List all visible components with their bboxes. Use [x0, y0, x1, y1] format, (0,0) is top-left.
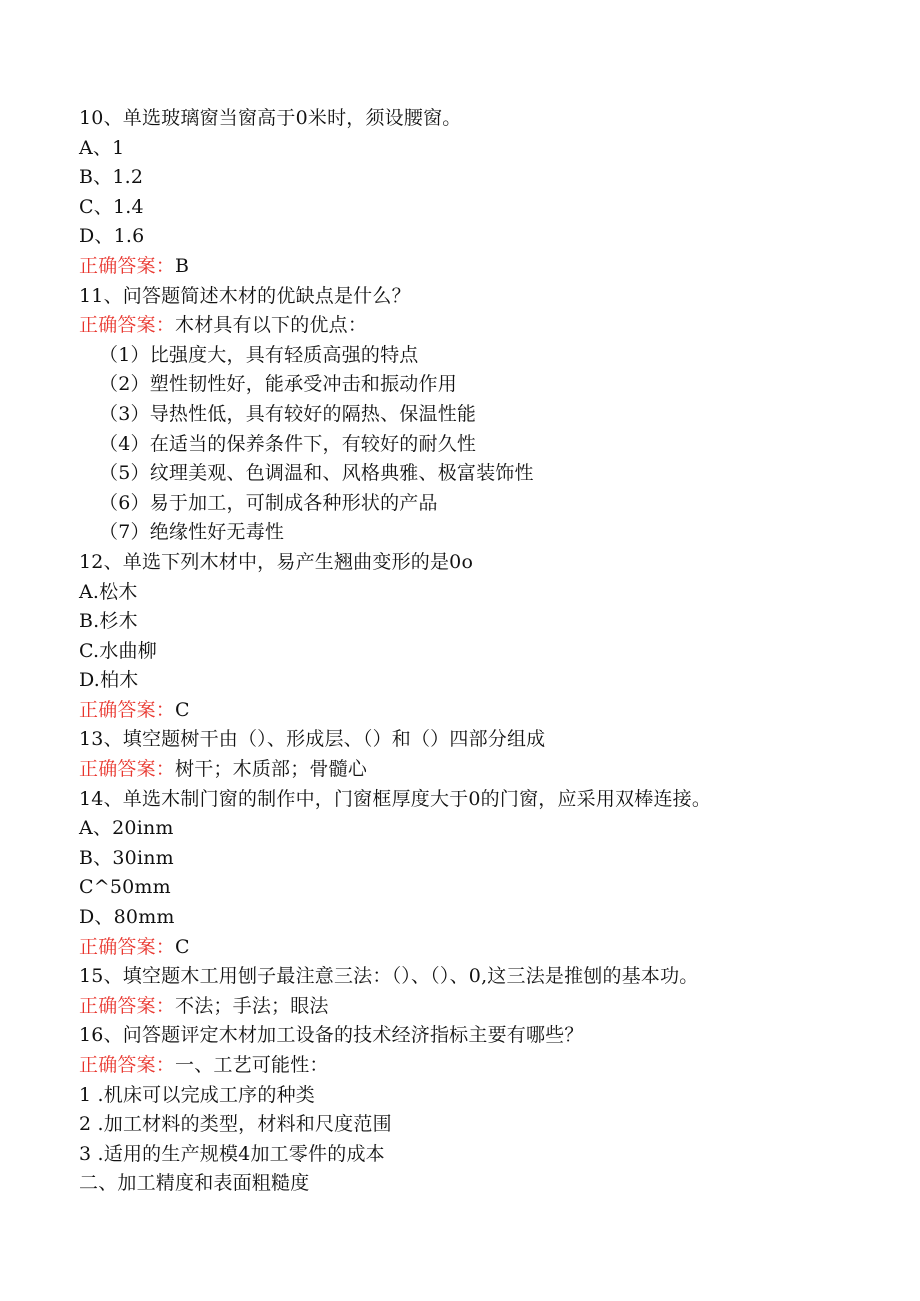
answer-line: 二、加工精度和表面粗糙度 [79, 1172, 310, 1195]
answer-point: （3）导热性低，具有较好的隔热、保温性能 [99, 402, 477, 425]
answer-label: 正确答案： [79, 314, 176, 337]
question-16: 16、问答题评定木材加工设备的技术经济指标主要有哪些？ [79, 1024, 584, 1047]
option-b: B.杉木 [79, 610, 138, 633]
answer-line: 1 .机床可以完成工序的种类 [79, 1083, 315, 1106]
option-a: A.松木 [79, 580, 138, 603]
question-13: 13、填空题树干由（）、形成层、（）和（）四部分组成 [79, 728, 546, 751]
answer-15 [79, 992, 879, 1022]
option-d: D、1.6 [79, 225, 145, 248]
answer-11 [79, 311, 879, 341]
answer-label: 正确答案： [79, 935, 176, 958]
answer-point: （6）易于加工，可制成各种形状的产品 [99, 491, 438, 514]
option-b: B、1.2 [79, 166, 144, 189]
answer-value: C [175, 698, 190, 721]
answer-point: （5）纹理美观、色调温和、风格典雅、极富装饰性 [99, 462, 534, 485]
answer-value: 木材具有以下的优点： [175, 314, 368, 337]
answer-12 [79, 696, 879, 726]
answer-13 [79, 755, 879, 785]
answer-label: 正确答案： [79, 758, 176, 781]
answer-label: 正确答案： [79, 994, 176, 1017]
question-10: 10、单选玻璃窗当窗高于0米时，须设腰窗。 [79, 107, 462, 129]
answer-label: 正确答案： [79, 698, 176, 721]
option-a: A、20inm [79, 817, 174, 840]
answer-point: （4）在适当的保养条件下，有较好的耐久性 [99, 432, 477, 455]
answer-16 [79, 1051, 879, 1081]
answer-point: （2）塑性韧性好，能承受冲击和振动作用 [99, 373, 457, 396]
answer-value: 树干；木质部；骨髓心 [175, 758, 368, 781]
option-d: D、80mm [79, 906, 175, 929]
answer-value: C [175, 935, 190, 958]
question-11: 11、问答题简述木材的优缺点是什么？ [79, 284, 411, 307]
question-15: 15、填空题木工用刨子最注意三法：（）、（）、0,这三法是推刨的基本功。 [79, 965, 699, 988]
answer-point: （1）比强度大，具有轻质高强的特点 [99, 343, 419, 366]
option-c: C、1.4 [79, 195, 144, 218]
answer-value: 不法；手法；眼法 [175, 994, 329, 1017]
answer-label: 正确答案： [79, 254, 176, 277]
answer-line: 2 .加工材料的类型，材料和尺度范围 [79, 1113, 392, 1136]
question-14: 14、单选木制门窗的制作中，门窗框厚度大于0的门窗，应采用双棒连接。 [79, 787, 712, 810]
option-b: B、30inm [79, 846, 174, 869]
option-c: C.水曲柳 [79, 639, 157, 662]
answer-10 [79, 252, 879, 282]
option-a: A、1 [79, 136, 125, 159]
answer-14 [79, 933, 879, 963]
answer-line: 3 .适用的生产规模4加工零件的成本 [79, 1142, 385, 1165]
answer-point: （7）绝缘性好无毒性 [99, 521, 285, 544]
document-body [79, 104, 879, 1199]
option-d: D.柏木 [79, 669, 139, 692]
question-12: 12、单选下列木材中，易产生翘曲变形的是0o [79, 550, 474, 573]
answer-value: 一、工艺可能性： [175, 1054, 329, 1076]
answer-value: B [175, 254, 190, 277]
option-c: C^50mm [79, 876, 171, 899]
answer-label: 正确答案： [79, 1054, 176, 1076]
